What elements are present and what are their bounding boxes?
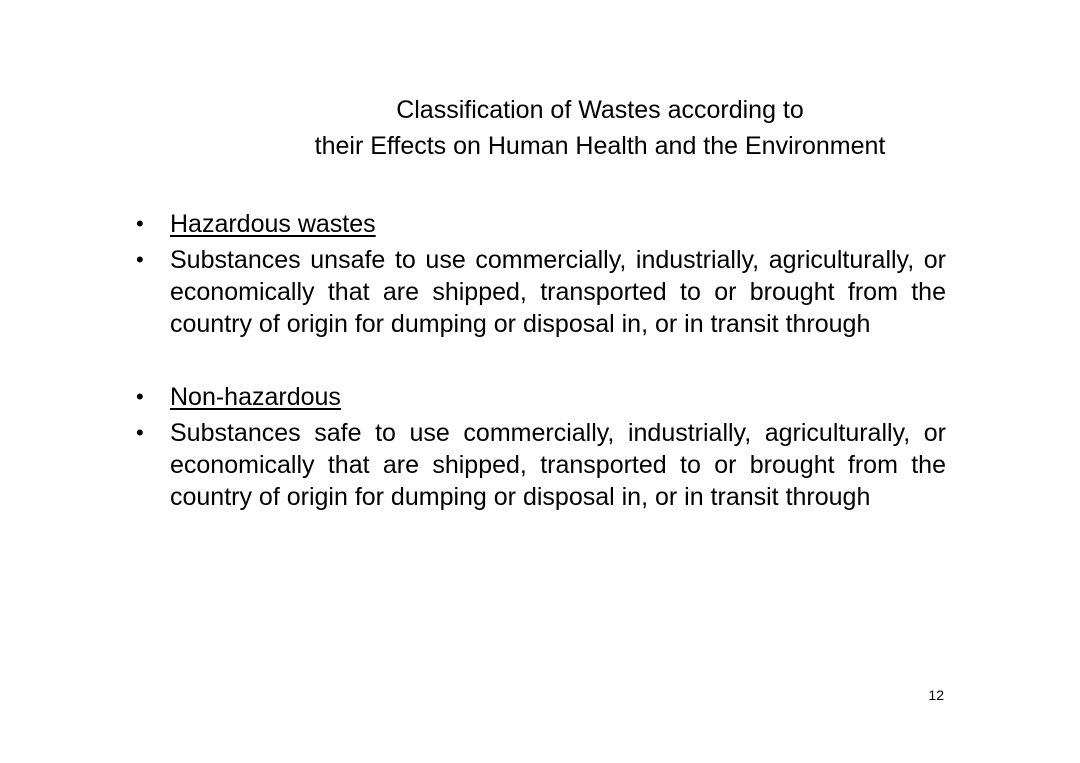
- non-hazardous-heading: Non-hazardous: [170, 383, 341, 411]
- slide-title-line-2: their Effects on Human Health and the Environment: [314, 132, 886, 160]
- bullet-item-hazardous-heading: [134, 208, 946, 240]
- slide-title: [200, 92, 1000, 164]
- bullet-item-hazardous-description: [134, 244, 946, 340]
- bullet-list: [134, 208, 946, 513]
- hazardous-description: Substances unsafe to use commercially, industrially, agriculturally, or economically that are shipped, transported to or brought from the country of origin for dumping or disposal in, or in transit through: [170, 246, 946, 338]
- bullet-icon: •: [136, 420, 144, 445]
- bullet-item-non-hazardous-heading: [134, 381, 946, 413]
- bullet-icon: •: [136, 211, 144, 236]
- bullet-icon: •: [136, 384, 144, 409]
- bullet-item-non-hazardous-description: [134, 417, 946, 513]
- hazardous-heading: Hazardous wastes: [170, 210, 376, 238]
- non-hazardous-description: Substances safe to use commercially, industrially, agriculturally, or economically that are shipped, transported to or brought from the country of origin for dumping or disposal in, or in transit through: [170, 419, 946, 511]
- slide-title-line-1: Classification of Wastes according to: [396, 96, 804, 124]
- page-number: 12: [928, 687, 944, 703]
- bullet-icon: •: [136, 247, 144, 272]
